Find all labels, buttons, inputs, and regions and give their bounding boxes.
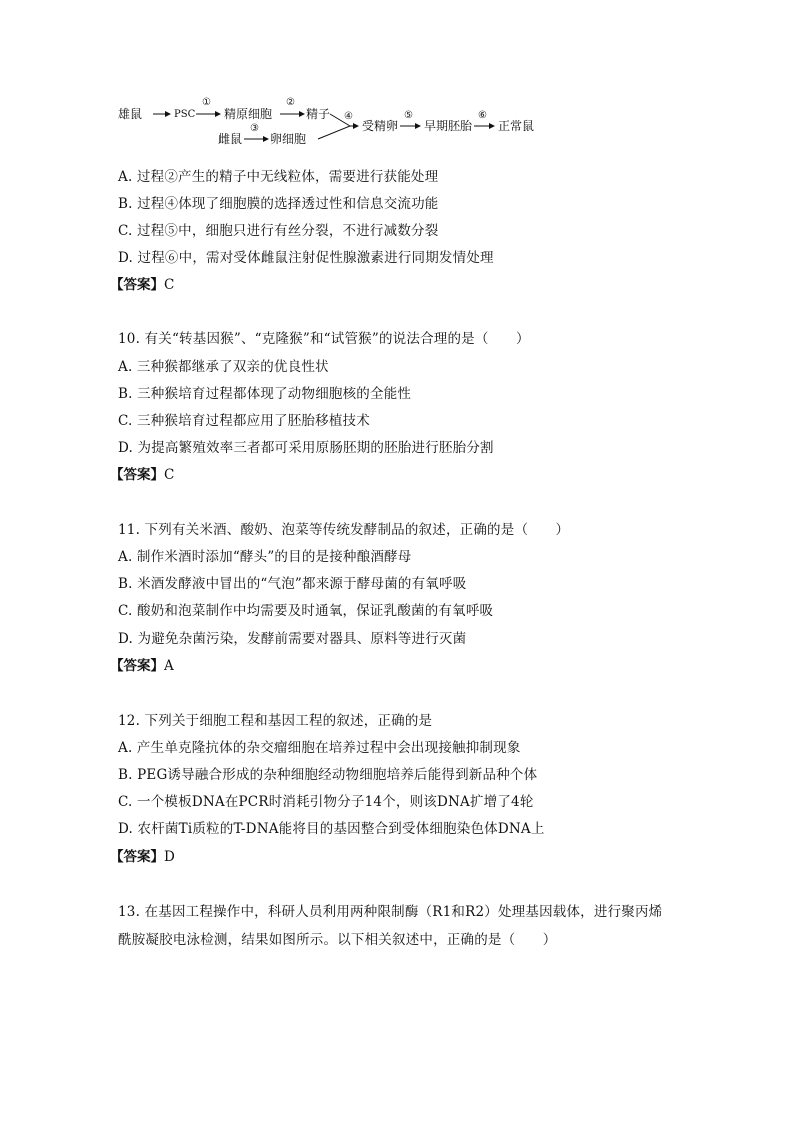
- q9-option-d: D. 过程⑥中，需对受体雌鼠注射促性腺激素进行同期发情处理: [118, 250, 494, 266]
- q10-option-a: A. 三种猴都继承了双亲的优良性状: [118, 359, 329, 375]
- q12-option-b: B. PEG诱导融合形成的杂种细胞经动物细胞培养后能得到新品种个体: [118, 767, 538, 783]
- q12-option-d: D. 农杆菌Ti质粒的T-DNA能将目的基因整合到受体细胞染色体DNA上: [118, 821, 545, 837]
- q11-option-d: D. 为避免杂菌污染，发酵前需要对器具、原料等进行灭菌: [118, 631, 467, 647]
- q12-answer: [110, 848, 175, 866]
- q10-option-c: C. 三种猴培育过程都应用了胚胎移植技术: [118, 413, 370, 429]
- q11-option-c: C. 酸奶和泡菜制作中均需要及时通氧，保证乳酸菌的有氧呼吸: [118, 603, 494, 619]
- step-4-label: ④: [344, 111, 353, 122]
- answer-value: A: [164, 658, 174, 674]
- q12-option-a: A. 产生单克隆抗体的杂交瘤细胞在培养过程中会出现接触抑制现象: [118, 740, 521, 756]
- q11-answer: [110, 657, 174, 675]
- answer-value: C: [164, 277, 175, 293]
- node-sperm: 精子: [306, 107, 331, 121]
- step-3-label: ③: [250, 123, 259, 134]
- answer-tag: 【答案】: [110, 849, 164, 865]
- node-male-mouse: 雄鼠: [118, 107, 143, 121]
- step-5-label: ⑤: [404, 110, 413, 121]
- q12-option-c: C. 一个模板DNA在PCR时消耗引物分子14个，则该DNA扩增了4轮: [118, 794, 534, 810]
- step-1-label: ①: [202, 97, 211, 108]
- q13-stem-line1: 13. 在基因工程操作中，科研人员利用两种限制酶（R1和R2）处理基因载体，进行聚丙烯: [118, 904, 663, 920]
- q9-option-a: A. 过程②产生的精子中无线粒体，需要进行获能处理: [118, 169, 439, 185]
- answer-value: D: [164, 849, 175, 865]
- q11-option-b: B. 米酒发酵液中冒出的“气泡”都来源于酵母菌的有氧呼吸: [118, 576, 467, 592]
- node-early-embryo: 早期胚胎: [424, 119, 473, 133]
- q9-option-c: C. 过程⑤中，细胞只进行有丝分裂，不进行减数分裂: [118, 223, 439, 239]
- step-2-label: ②: [286, 97, 295, 108]
- q10-answer: [110, 466, 174, 484]
- node-psc: PSC: [174, 109, 196, 120]
- q10-stem: 10. 有关“转基因猴”、“克隆猴”和“试管猴”的说法合理的是（ ）: [118, 331, 530, 347]
- q12-stem: 12. 下列关于细胞工程和基因工程的叙述，正确的是: [118, 713, 433, 729]
- answer-tag: 【答案】: [110, 467, 164, 483]
- reproduction-flow-diagram: [118, 92, 558, 152]
- node-spermatogonia: 精原细胞: [224, 107, 273, 121]
- q10-option-b: B. 三种猴培育过程都体现了动物细胞核的全能性: [118, 386, 412, 402]
- q11-stem: 11. 下列有关米酒、酸奶、泡菜等传统发酵制品的叙述，正确的是（ ）: [118, 522, 570, 538]
- node-fertilized-egg: 受精卵: [362, 119, 399, 133]
- q13-stem-line2: 酰胺凝胶电泳检测，结果如图所示。以下相关叙述中，正确的是（ ）: [118, 932, 557, 948]
- q9-option-b: B. 过程④体现了细胞膜的选择透过性和信息交流功能: [118, 196, 439, 212]
- node-normal-mouse: 正常鼠: [498, 119, 535, 133]
- answer-value: C: [164, 467, 175, 483]
- answer-tag: 【答案】: [110, 658, 164, 674]
- q11-option-a: A. 制作米酒时添加“酵头”的目的是接种酿酒酵母: [118, 549, 412, 565]
- node-oocyte: 卵细胞: [270, 132, 307, 146]
- node-female-mouse: 雌鼠: [218, 132, 243, 146]
- answer-tag: 【答案】: [110, 277, 164, 293]
- diagram-arrows: [118, 92, 558, 152]
- q9-answer: [110, 276, 174, 294]
- q10-option-d: D. 为提高繁殖效率三者都可采用原肠胚期的胚胎进行胚胎分割: [118, 440, 494, 456]
- step-6-label: ⑥: [478, 110, 487, 121]
